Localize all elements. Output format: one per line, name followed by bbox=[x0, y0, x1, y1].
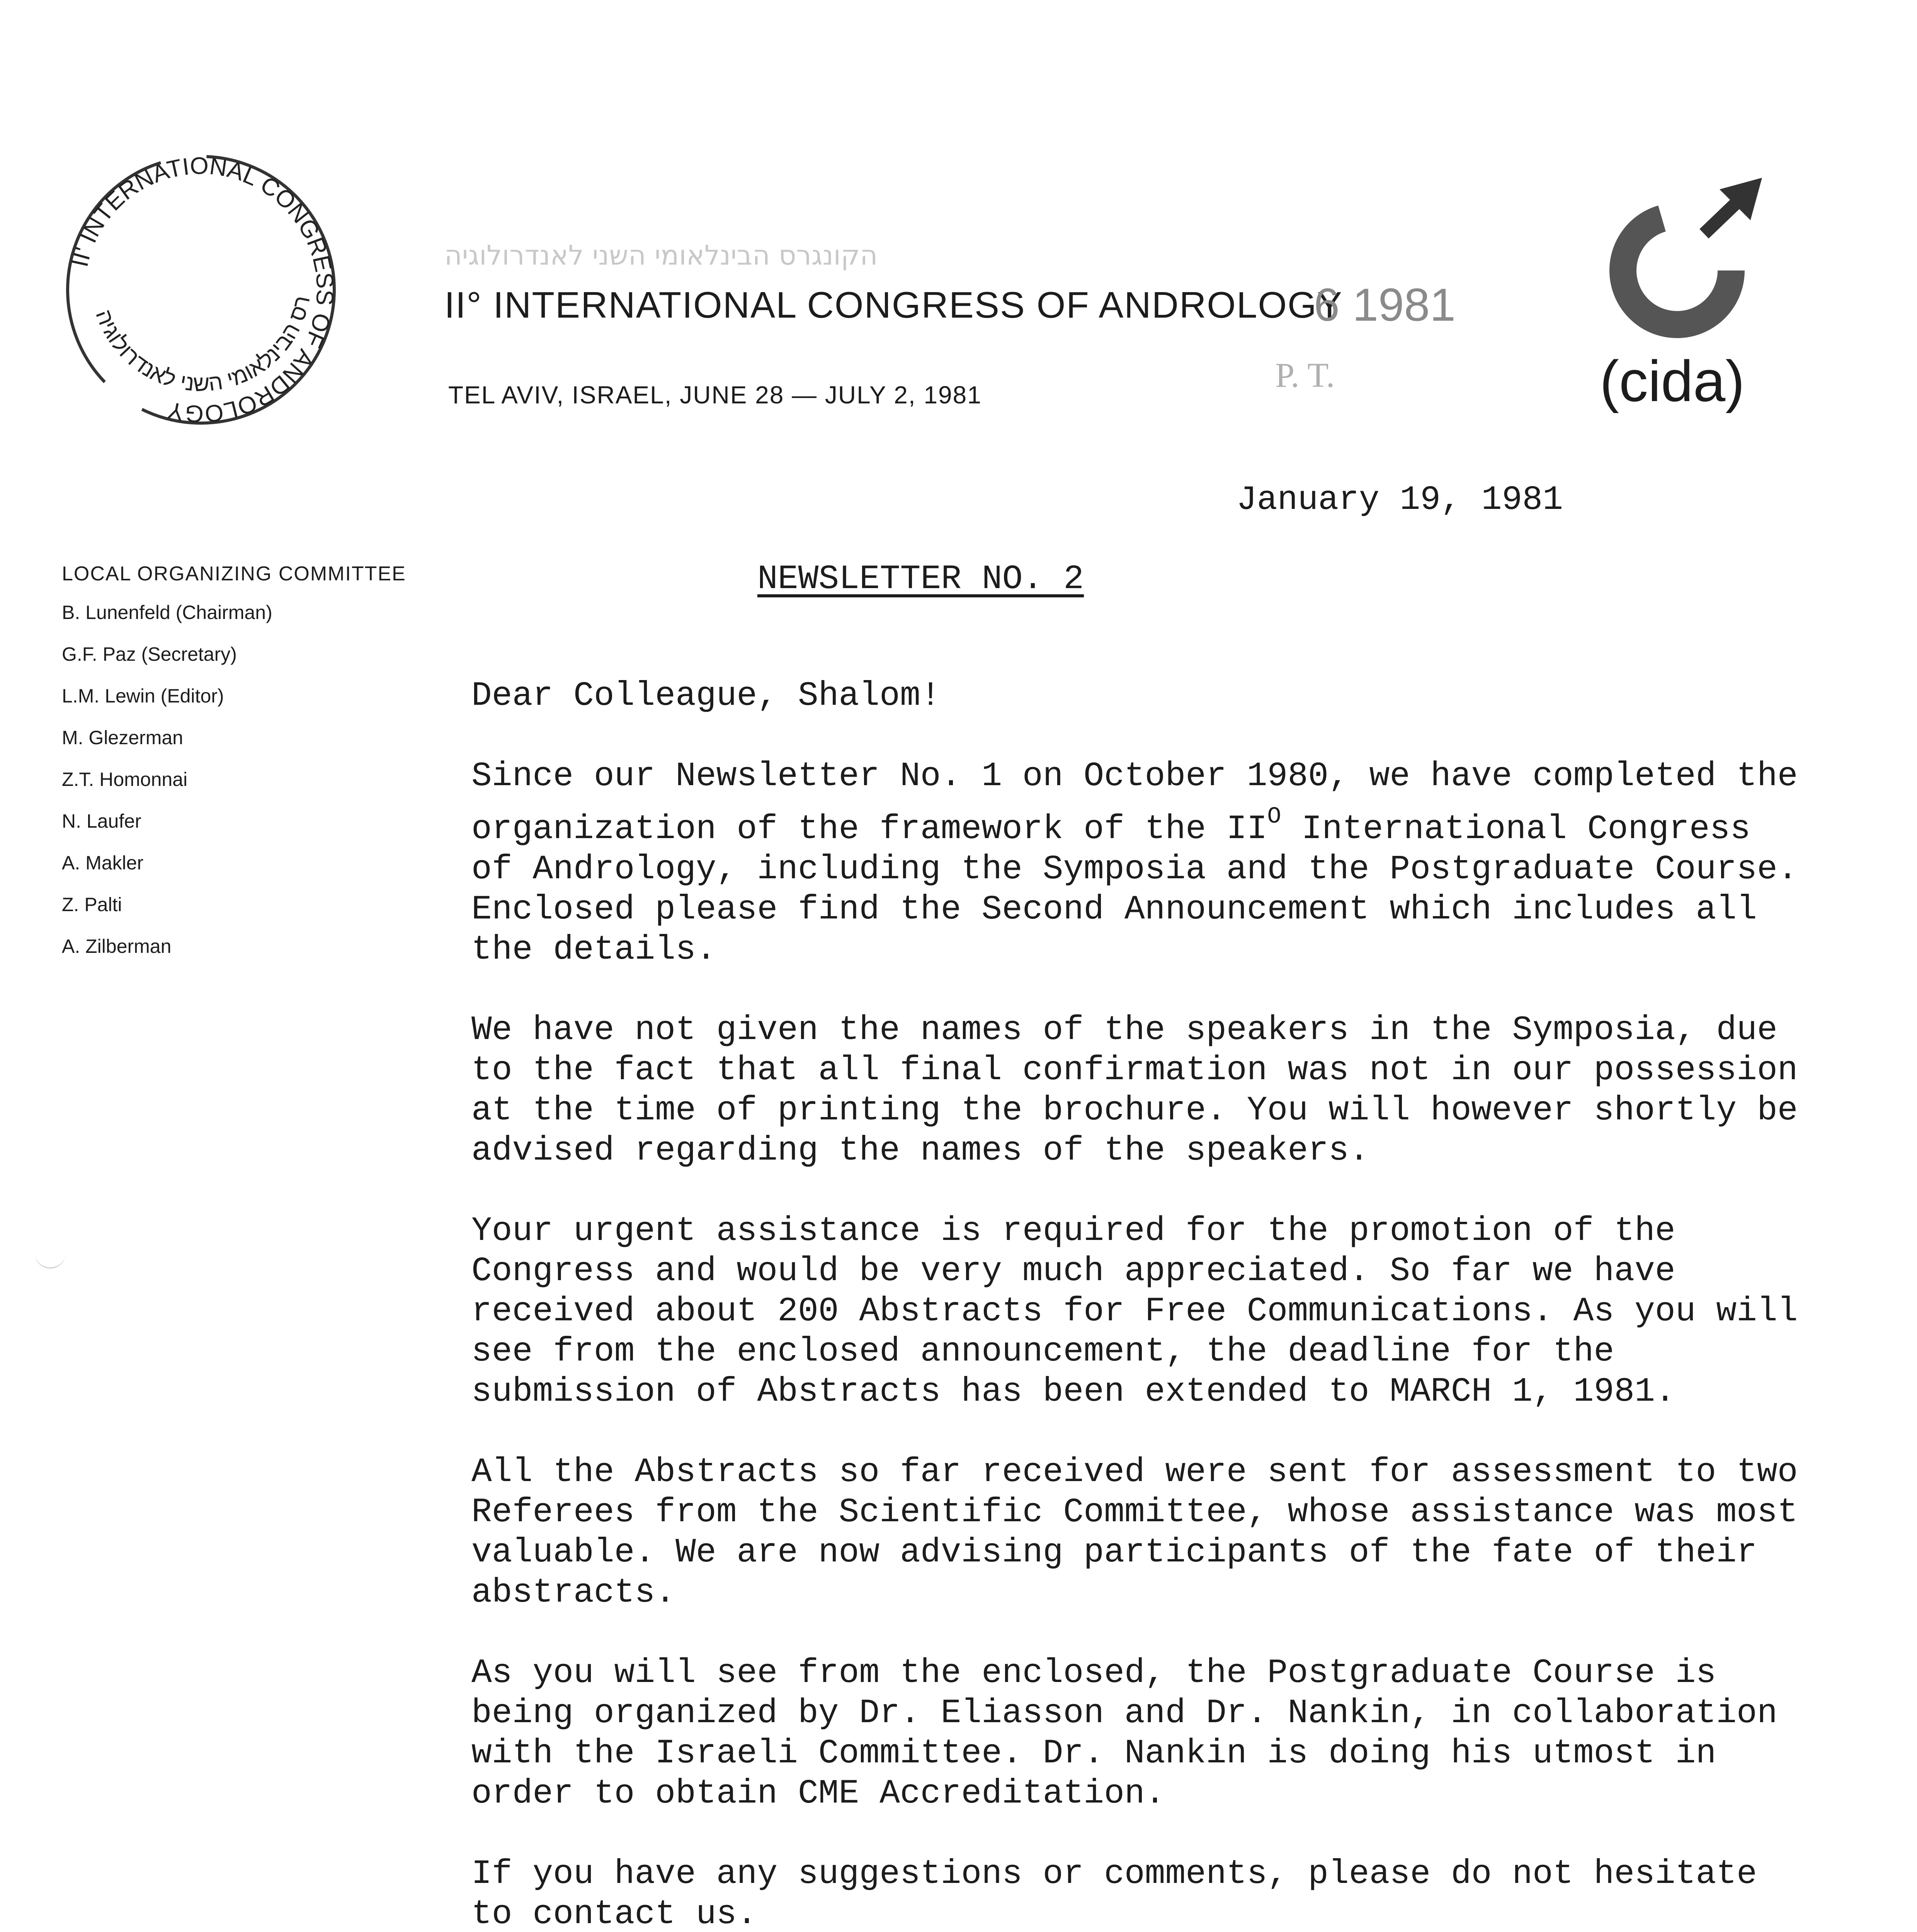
committee-member: Z.T. Homonnai bbox=[62, 769, 188, 790]
male-symbol-icon bbox=[1604, 166, 1778, 348]
paragraph-1-start: Since our Newsletter No. 1 on October 1980, we have completed the organization of the framework of the II bbox=[471, 757, 1798, 849]
seal-ring-text: II' INTERNATIONAL CONGRESS OF ANDROLOGY bbox=[66, 152, 338, 427]
paragraph-6: If you have any suggestions or comments, please do not hesitate to contact us. bbox=[471, 1855, 1757, 1932]
hebrew-header: הקונגרס הבינלאומי השני לאנדרולוגיה bbox=[444, 240, 878, 271]
committee-member: A. Zilberman bbox=[62, 935, 172, 957]
congress-seal bbox=[50, 139, 352, 440]
newsletter-title: NEWSLETTER NO. 2 bbox=[757, 560, 1084, 599]
paragraph-2: We have not given the names of the speakers in the Symposia, due to the fact that all final confirmation was not in our possession at the time of printing the brochure. You will however shortly be advised regarding the names of the speakers. bbox=[471, 1011, 1798, 1170]
seal-hebrew-text: רס הבינלאומי השני לאנדרולוגיה bbox=[90, 293, 315, 396]
committee-member: N. Laufer bbox=[62, 810, 141, 832]
letter-body bbox=[471, 676, 1801, 1932]
congress-title: II° INTERNATIONAL CONGRESS OF ANDROLOGY bbox=[444, 284, 1343, 326]
salutation: Dear Colleague, Shalom! bbox=[471, 677, 941, 715]
paragraph-5: As you will see from the enclosed, the Postgraduate Course is being organized by Dr. Eliasson and Dr. Nankin, in collaboration with the Israeli Committee. Dr. Nankin is doing his utmost in order to obtain CME Accreditation. bbox=[471, 1654, 1778, 1813]
committee-member: G.F. Paz (Secretary) bbox=[62, 643, 237, 665]
cida-logo-text: (cida) bbox=[1600, 349, 1745, 413]
paragraph-3: Your urgent assistance is required for the promotion of the Congress and would be very much appreciated. So far we have received about 200 Abstracts for Free Communications. As you will see from the enclosed announcement, the deadline for the submission of Abstracts has been extended to MARCH 1, 1981. bbox=[471, 1212, 1798, 1411]
received-stamp: 6 1981 bbox=[1314, 279, 1456, 331]
paragraph-1 bbox=[471, 757, 1801, 970]
stamp-initials: P. T. bbox=[1275, 356, 1335, 395]
committee-heading: LOCAL ORGANIZING COMMITTEE bbox=[62, 563, 406, 585]
committee-member: A. Makler bbox=[62, 852, 144, 874]
paragraph-1-end: International Congress of Andrology, including the Symposia and the Postgraduate Course. Enclosed please find the Second Announcement which includes all the details. bbox=[471, 810, 1798, 969]
paragraph-4: All the Abstracts so far received were sent for assessment to two Referees from the Scientific Committee, whose assistance was most valuable. We are now advising participants of the fate of their abstracts. bbox=[471, 1453, 1798, 1612]
committee-member: Z. Palti bbox=[62, 894, 122, 915]
congress-location-dates: TEL AVIV, ISRAEL, JUNE 28 — JULY 2, 1981 bbox=[448, 381, 982, 409]
local-organizing-committee bbox=[62, 562, 406, 976]
committee-member: L.M. Lewin (Editor) bbox=[62, 685, 224, 707]
paragraph-1-superscript: O bbox=[1267, 804, 1281, 830]
letter-date: January 19, 1981 bbox=[1237, 481, 1563, 519]
committee-member: M. Glezerman bbox=[62, 727, 183, 748]
scan-artifact bbox=[35, 1252, 66, 1269]
committee-member: B. Lunenfeld (Chairman) bbox=[62, 602, 272, 623]
